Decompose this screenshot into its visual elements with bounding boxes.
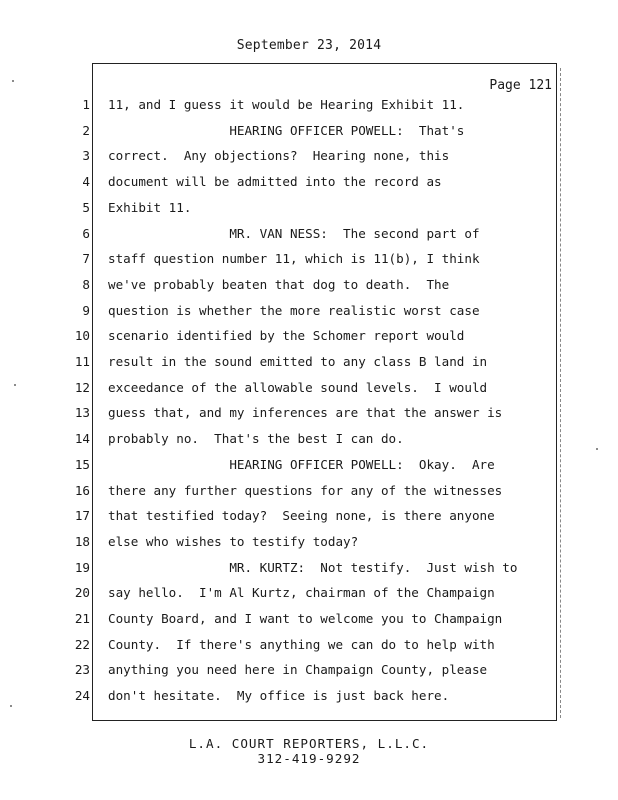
transcript-line-text: document will be admitted into the record as [108, 174, 442, 190]
line-number: 8 [82, 276, 90, 292]
transcript-line-text: we've probably beaten that dog to death. The [108, 276, 450, 292]
line-number: 12 [74, 379, 90, 395]
transcript-line-text: don't hesitate. My office is just back here. [108, 688, 450, 704]
transcript-line-text: say hello. I'm Al Kurtz, chairman of the Champaign [108, 585, 495, 601]
line-number: 5 [82, 199, 90, 215]
transcript-line-text: exceedance of the allowable sound levels. I would [108, 379, 488, 395]
transcript-line-text: correct. Any objections? Hearing none, this [108, 148, 450, 164]
line-number: 3 [82, 148, 90, 164]
transcript-line-text: guess that, and my inferences are that the answer is [108, 405, 503, 421]
line-number: 14 [74, 431, 90, 447]
transcript-line-text: 11, and I guess it would be Hearing Exhibit 11. [108, 97, 465, 112]
line-number: 9 [82, 302, 90, 318]
transcript-line-text: Exhibit 11. [108, 199, 192, 215]
line-number: 15 [74, 456, 90, 472]
line-number: 6 [82, 225, 90, 241]
transcript-date: September 23, 2014 [236, 38, 382, 53]
transcript-line-text: there any further questions for any of the witnesses [108, 482, 503, 498]
transcript-line-text: scenario identified by the Schomer report would [108, 328, 465, 344]
line-number: 13 [74, 405, 90, 421]
transcript-line-text: MR. KURTZ: Not testify. Just wish to [108, 559, 518, 575]
line-number: 2 [82, 122, 90, 138]
transcript-line-text: County Board, and I want to welcome you to Champaign [108, 611, 503, 626]
transcript-line-text: probably no. That's the best I can do. [108, 431, 404, 447]
line-number: 21 [74, 611, 90, 626]
line-number: 22 [74, 636, 90, 652]
transcript-line-text: that testified today? Seeing none, is there anyone [108, 508, 495, 524]
transcript-line-text: result in the sound emitted to any class B land in [108, 354, 488, 369]
footer-company: L.A. COURT REPORTERS, L.L.C. [188, 736, 430, 751]
transcript-line-text: anything you need here in Champaign County, please [108, 662, 488, 678]
scan-speck [10, 705, 12, 707]
scan-speck [12, 80, 14, 82]
transcript-line-text: HEARING OFFICER POWELL: Okay. Are [108, 456, 495, 472]
line-number: 20 [74, 585, 90, 601]
transcript-line-text: HEARING OFFICER POWELL: That's [108, 122, 465, 138]
transcript-line-text: County. If there's anything we can do to help with [108, 636, 495, 652]
page-number: Page 121 [489, 78, 552, 93]
transcript-line-text: staff question number 11, which is 11(b), I think [108, 251, 480, 267]
transcript-line-text: else who wishes to testify today? [108, 533, 359, 549]
line-number: 7 [82, 251, 90, 267]
footer-phone: 312-419-9292 [257, 751, 361, 766]
transcript-line-text: question is whether the more realistic worst case [108, 302, 480, 318]
line-number: 23 [74, 662, 90, 678]
scan-speck [14, 384, 16, 386]
line-number: 18 [74, 533, 90, 549]
line-number: 17 [74, 508, 90, 524]
line-number: 4 [82, 174, 90, 190]
line-number: 10 [74, 328, 90, 344]
line-number: 16 [74, 482, 90, 498]
line-number: 11 [74, 354, 90, 369]
line-number: 1 [82, 97, 90, 112]
scan-speck [596, 448, 598, 450]
line-number: 19 [74, 559, 90, 575]
line-number: 24 [74, 688, 90, 704]
transcript-line-text: MR. VAN NESS: The second part of [108, 225, 480, 241]
